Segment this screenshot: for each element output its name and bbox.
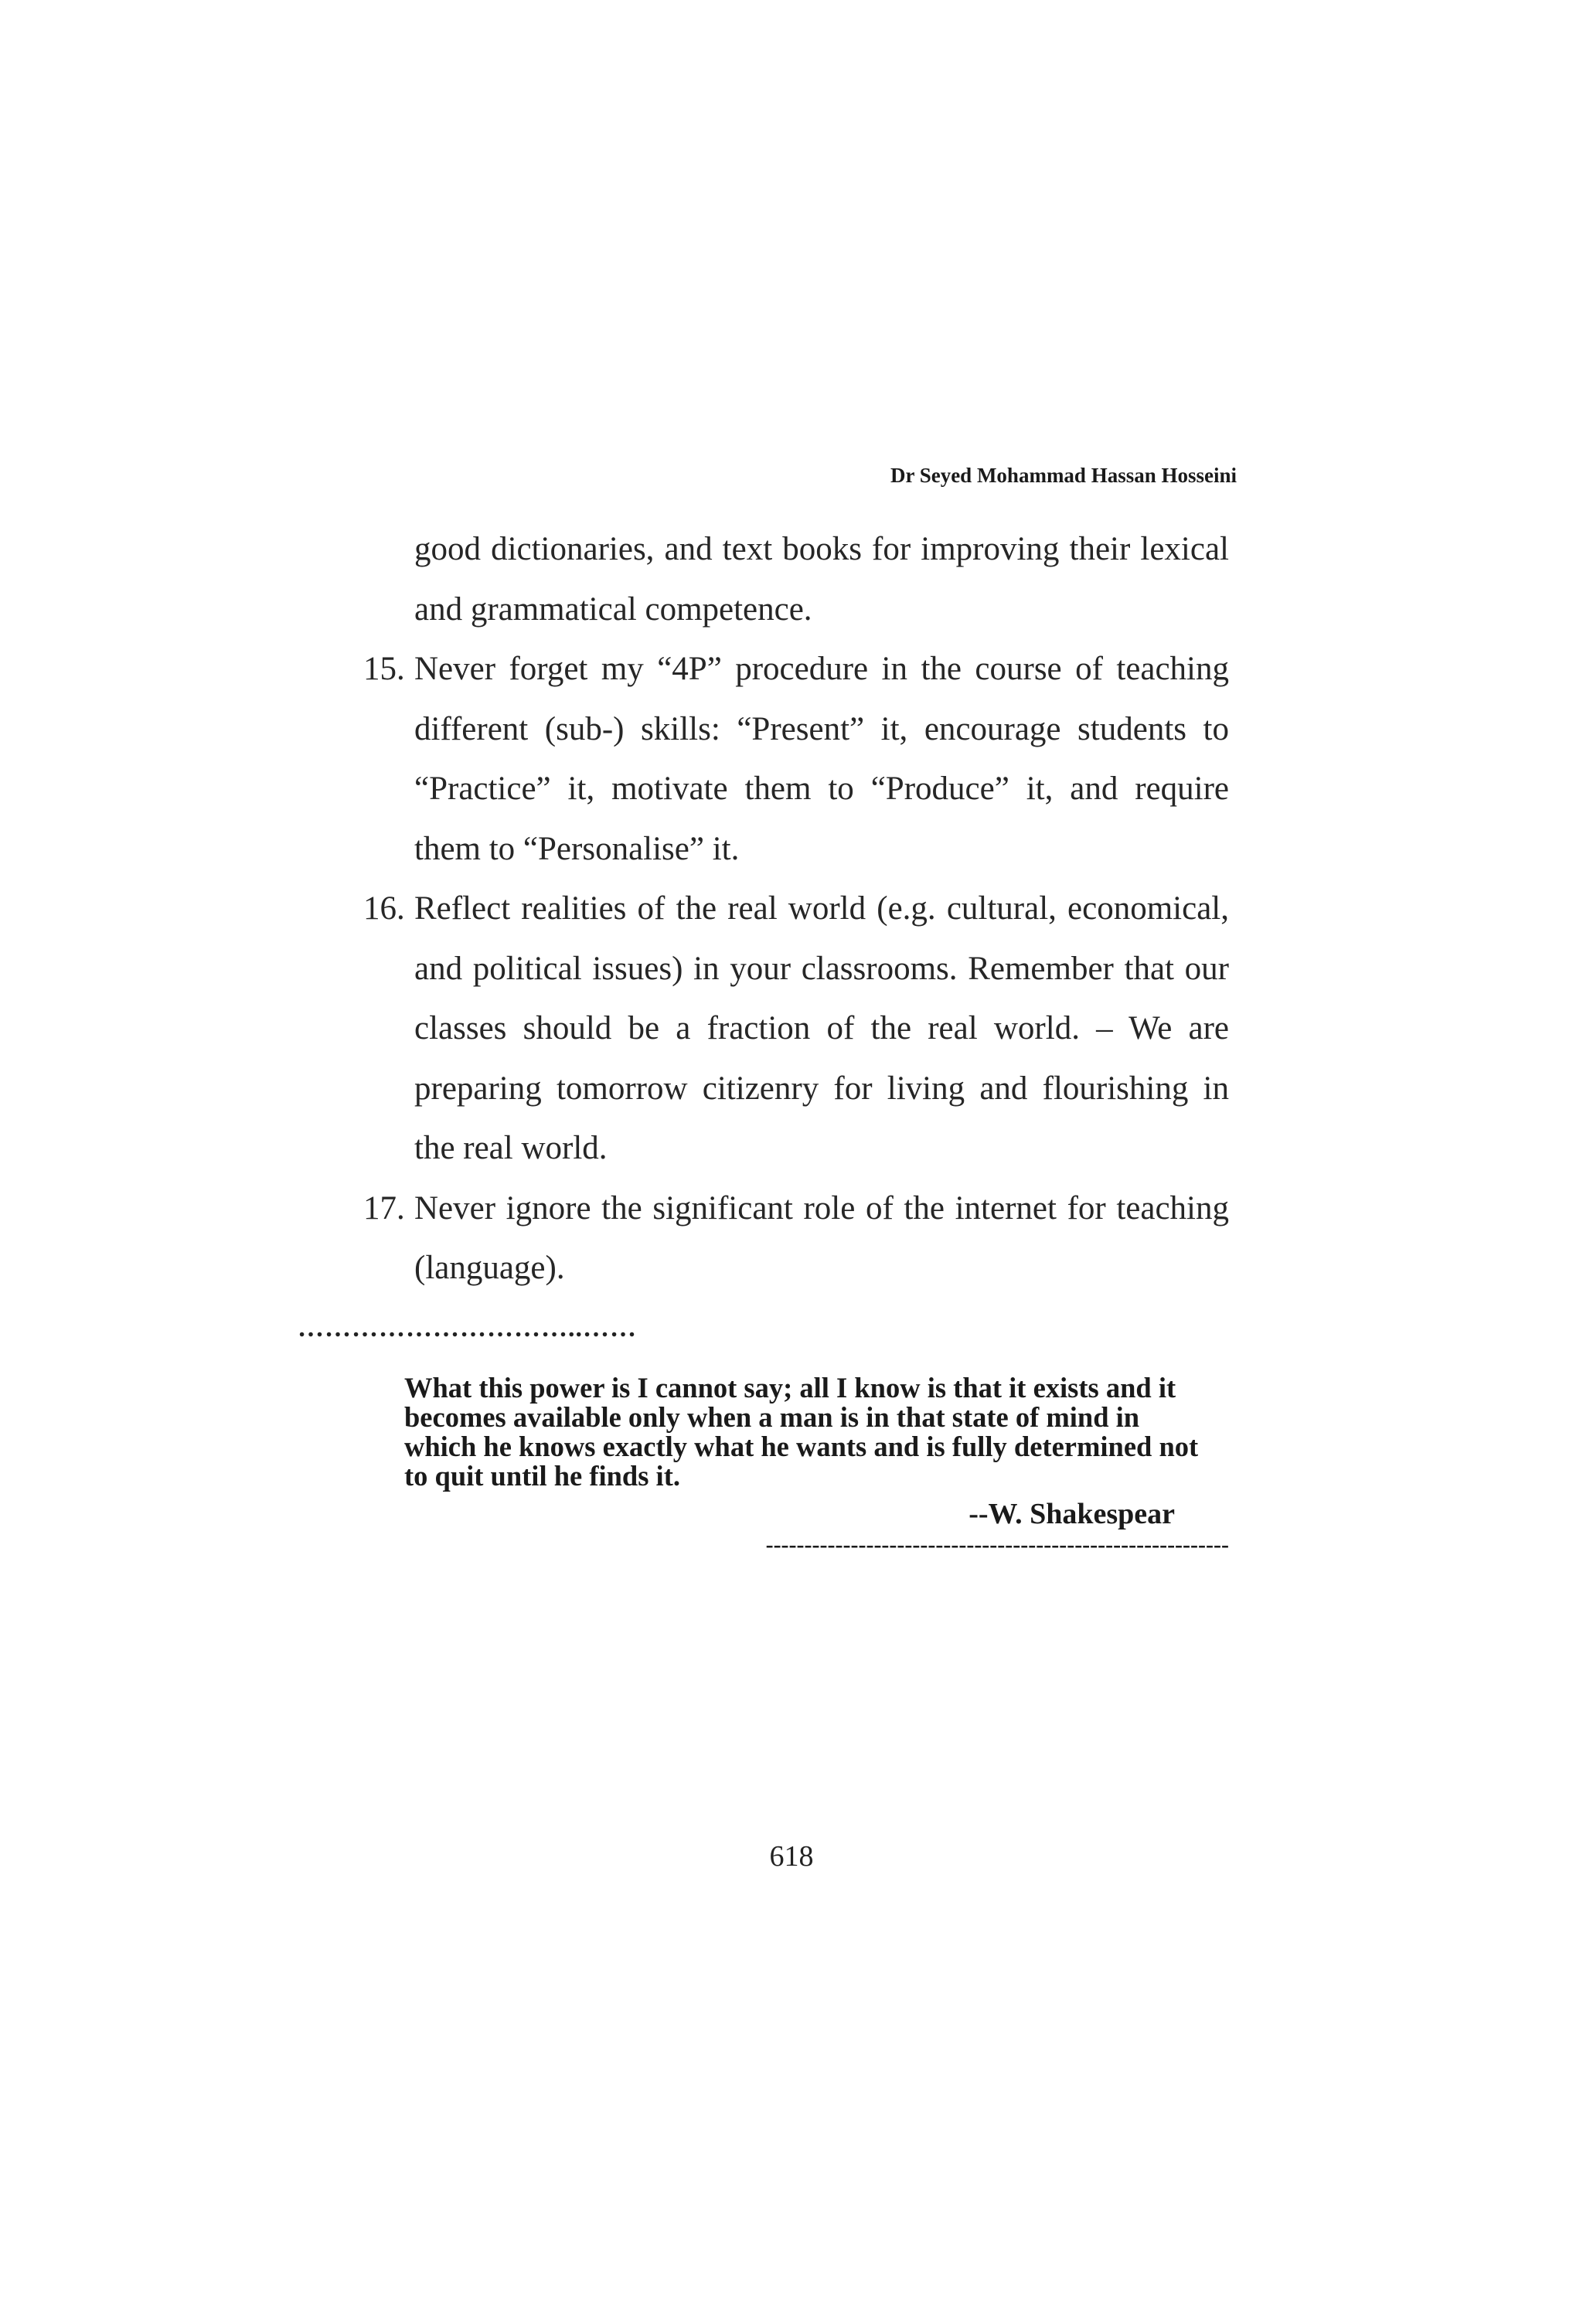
dotted-separator: …………………………..…… (298, 1314, 637, 1342)
quote-author: --W. Shakespear (969, 1498, 1175, 1530)
list-item-17 (363, 1179, 1229, 1298)
running-header-author: Dr Seyed Mohammad Hassan Hosseini (890, 464, 1237, 487)
body-text (363, 519, 1229, 1298)
list-item-16 (363, 879, 1229, 1179)
list-item-number: 15. (363, 651, 405, 687)
dashed-rule: ------------------------------------------------------------ (765, 1532, 1229, 1557)
quote-text: What this power is I cannot say; all I know is that it exists and it becomes available only when a man is in that state of mind in which he knows exactly what he wants and is fully determined not to quit until he finds it. (404, 1372, 1199, 1492)
list-item-text: Reflect realities of the real world (e.g. cultural, economical, and political issues) in your classrooms. Remember that our classes should be a fraction of the real world. – We are preparing tomorrow citizenry for living and flourishing in the real world. (414, 890, 1229, 1166)
list-item-number: 17. (363, 1189, 405, 1227)
page-number: 618 (769, 1840, 814, 1873)
continued-paragraph: good dictionaries, and text books for improving their lexical and grammatical competence. (414, 531, 1229, 628)
list-item-15 (363, 639, 1229, 879)
list-item-text: Never ignore the significant role of the internet for teaching (language). (414, 1189, 1229, 1286)
list-item-number: 16. (363, 890, 405, 927)
list-item-text: Never forget my “4P” procedure in the course of teaching different (sub-) skills: “Present” it, encourage students to “Practice” it, motivate them to “Produce” it, and require them to “Personalise” it. (414, 651, 1229, 867)
